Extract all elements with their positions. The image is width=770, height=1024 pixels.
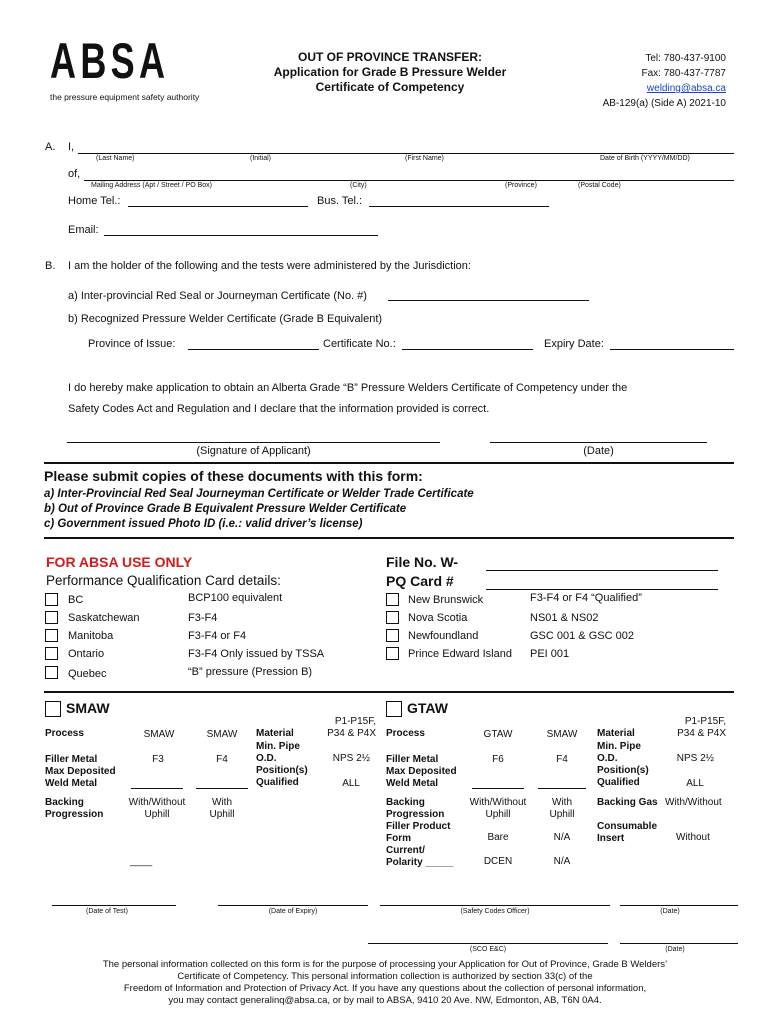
smaw-nps: NPS 2½ <box>332 753 370 764</box>
nova-scotia-equiv: NS01 & NS02 <box>530 612 599 624</box>
declaration-line-2: Safety Codes Act and Regulation and I declare that the information provided is correct. <box>68 403 490 415</box>
smaw-backing-label: Backing Progression <box>45 797 104 820</box>
gtaw-filler-2: F4 <box>556 754 568 765</box>
contact-block <box>560 51 726 111</box>
name-line[interactable] <box>78 153 734 154</box>
gtaw-all: ALL <box>686 778 704 789</box>
smaw-filler-2: F4 <box>216 754 228 765</box>
smaw-filler-1: F3 <box>152 754 164 765</box>
smaw-material-value: P1-P15F, P34 & P4X <box>327 716 376 739</box>
file-no-field[interactable] <box>486 570 718 571</box>
saskatchewan-checkbox[interactable] <box>45 611 58 624</box>
date-of-test-field[interactable] <box>52 905 176 906</box>
address-line[interactable] <box>84 180 734 181</box>
title-line-3: Certificate of Competency <box>315 80 465 94</box>
province-label: (Province) <box>505 182 537 189</box>
manitoba-checkbox[interactable] <box>45 629 58 642</box>
newfoundland-checkbox[interactable] <box>386 629 399 642</box>
sco-date-field[interactable] <box>620 905 738 906</box>
item-b: b) Recognized Pressure Welder Certificate (Grade B Equivalent) <box>68 313 383 325</box>
i-label: I, <box>68 141 75 153</box>
expiry-field[interactable] <box>610 349 734 350</box>
smaw-title: SMAW <box>66 700 110 716</box>
form-title <box>240 50 540 95</box>
submit-a: a) Inter-Provincial Red Seal Journeyman Certificate or Welder Trade Certificate <box>44 488 474 500</box>
mailing-label: Mailing Address (Apt / Street / PO Box) <box>91 182 212 189</box>
province-issue-label: Province of Issue: <box>88 338 176 350</box>
item-a: a) Inter-provincial Red Seal or Journeyman Certificate (No. #) <box>68 290 367 302</box>
new-brunswick-checkbox[interactable] <box>386 593 399 606</box>
smaw-process-2: SMAW <box>206 729 238 740</box>
tel: Tel: 780-437-9100 <box>645 53 726 64</box>
gtaw-backing-2: With Uphill <box>549 797 575 820</box>
section-a-letter: A. <box>45 141 56 153</box>
date-of-expiry-field[interactable] <box>218 905 368 906</box>
date-of-test-label: (Date of Test) <box>86 908 128 915</box>
logo-text: ABSA <box>50 33 170 89</box>
pq-card-field[interactable] <box>486 589 718 590</box>
newfoundland-equiv: GSC 001 & GSC 002 <box>530 630 634 642</box>
bus-tel-field[interactable] <box>369 206 549 207</box>
sco-ec-date-field[interactable] <box>620 943 738 944</box>
gtaw-na-1: N/A <box>553 832 571 843</box>
file-no-label: File No. W- <box>386 554 459 570</box>
quebec-equiv: “B” pressure (Pression B) <box>188 666 313 678</box>
cert-no-field[interactable] <box>402 349 533 350</box>
gtaw-consumable-label: Consumable Insert <box>597 821 658 844</box>
saskatchewan-equiv: F3-F4 <box>188 612 218 624</box>
privacy-line-2: Certificate of Competency. This personal information collection is authorized by section 33(c) of the <box>177 971 593 982</box>
smaw-all: ALL <box>342 778 360 789</box>
gtaw-process-2: SMAW <box>546 729 578 740</box>
dob-label: Date of Birth (YYYY/MM/DD) <box>600 155 690 162</box>
sco-ec-label: (SCO E&C) <box>469 946 507 953</box>
logo-tagline: the pressure equipment safety authority <box>50 92 200 102</box>
home-tel-field[interactable] <box>128 206 308 207</box>
nova-scotia-label: Nova Scotia <box>408 612 468 624</box>
quebec-label: Quebec <box>68 668 107 680</box>
gtaw-backing-gas-value: With/Without <box>665 797 722 808</box>
bc-equiv: BCP100 equivalent <box>188 592 283 604</box>
declaration-date-field[interactable] <box>490 442 707 443</box>
divider-3 <box>44 691 734 693</box>
privacy-line-3: Freedom of Information and Protection of Privacy Act. If you have any questions about the collection of personal information, <box>123 983 647 994</box>
ontario-checkbox[interactable] <box>45 647 58 660</box>
gtaw-dcen: DCEN <box>483 856 513 867</box>
gtaw-filler-label: Filler Metal Max Deposited Weld Metal <box>386 754 457 789</box>
of-label: of, <box>68 168 81 180</box>
email-link[interactable]: welding@absa.ca <box>646 83 726 94</box>
gtaw-nps: NPS 2½ <box>676 753 714 764</box>
smaw-backing-1: With/Without Uphill <box>128 797 186 820</box>
sco-date-label: (Date) <box>660 908 680 915</box>
signature-label: (Signature of Applicant) <box>196 445 311 457</box>
newfoundland-label: Newfoundland <box>408 630 479 642</box>
quebec-checkbox[interactable] <box>45 666 58 679</box>
expiry-label: Expiry Date: <box>544 338 604 350</box>
province-issue-field[interactable] <box>188 349 319 350</box>
smaw-material-label: Material <box>256 728 294 739</box>
bus-tel-label: Bus. Tel.: <box>317 195 363 207</box>
gtaw-title: GTAW <box>407 700 448 716</box>
smaw-pipe-label: Min. Pipe O.D. Position(s) Qualified <box>256 741 308 788</box>
smaw-filler-2-line[interactable] <box>196 788 248 789</box>
gtaw-process-1: GTAW <box>483 729 513 740</box>
red-seal-number-field[interactable] <box>388 300 589 301</box>
sco-field[interactable] <box>380 905 610 906</box>
submit-c: c) Government issued Photo ID (i.e.: valid driver’s license) <box>44 518 363 530</box>
smaw-process-1: SMAW <box>143 729 175 740</box>
sco-label: (Safety Codes Officer) <box>460 908 530 915</box>
signature-field[interactable] <box>67 442 440 443</box>
gtaw-bare: Bare <box>487 832 509 843</box>
smaw-checkbox[interactable] <box>45 701 61 717</box>
email-field[interactable] <box>104 235 378 236</box>
last-name-label: (Last Name) <box>96 155 135 162</box>
pei-checkbox[interactable] <box>386 647 399 660</box>
gtaw-backing-gas-label: Backing Gas <box>597 797 658 808</box>
privacy-line-4: you may contact generalinq@absa.ca, or by mail to ABSA, 9410 20 Ave. NW, Edmonton, AB, T6N 0A4. <box>168 995 602 1006</box>
nova-scotia-checkbox[interactable] <box>386 611 399 624</box>
pq-details-label: Performance Qualification Card details: <box>46 573 281 588</box>
submit-b: b) Out of Province Grade B Equivalent Pressure Welder Certificate <box>44 503 407 515</box>
gtaw-filler-1: F6 <box>492 754 504 765</box>
new-brunswick-label: New Brunswick <box>408 594 484 606</box>
date-of-expiry-label: (Date of Expiry) <box>268 908 318 915</box>
gtaw-filler-2-line[interactable] <box>538 788 586 789</box>
declaration-line-1: I do hereby make application to obtain an Alberta Grade “B” Pressure Welders Certificate of Competency under the <box>68 382 628 394</box>
fax: Fax: 780-437-7787 <box>641 68 726 79</box>
smaw-filler-1-line[interactable] <box>131 788 183 789</box>
pq-card-label: PQ Card # <box>386 573 454 589</box>
gtaw-backing-label: Backing Progression Filler Product Form Current/ Polarity _____ <box>386 797 454 868</box>
divider-1 <box>44 462 734 464</box>
new-brunswick-equiv: F3-F4 or F4 “Qualified” <box>530 592 642 604</box>
pei-label: Prince Edward Island <box>408 648 512 660</box>
manitoba-equiv: F3-F4 or F4 <box>188 630 247 642</box>
pei-equiv: PEI 001 <box>530 648 570 660</box>
manitoba-label: Manitoba <box>68 630 114 642</box>
gtaw-process-label: Process <box>386 728 425 739</box>
submit-heading: Please submit copies of these documents with this form: <box>44 468 423 484</box>
gtaw-checkbox[interactable] <box>386 701 402 717</box>
declaration-date-label: (Date) <box>583 445 614 457</box>
saskatchewan-label: Saskatchewan <box>68 612 140 624</box>
sco-ec-field[interactable] <box>368 943 608 944</box>
postal-label: (Postal Code) <box>578 182 621 189</box>
ontario-label: Ontario <box>68 648 105 660</box>
smaw-backing-2: With Uphill <box>209 797 235 820</box>
title-line-2: Application for Grade B Pressure Welder <box>273 65 507 79</box>
gtaw-pipe-label: Min. Pipe O.D. Position(s) Qualified <box>597 741 649 788</box>
title-line-1: OUT OF PROVINCE TRANSFER: <box>297 50 482 64</box>
bc-label: BC <box>68 594 84 606</box>
absa-logo <box>50 33 216 89</box>
gtaw-material-label: Material <box>597 728 635 739</box>
privacy-notice <box>40 959 730 1007</box>
gtaw-na-2: N/A <box>553 856 571 867</box>
city-label: (City) <box>350 182 367 189</box>
gtaw-consumable-value: Without <box>676 832 710 843</box>
initial-label: (Initial) <box>250 155 272 162</box>
sco-ec-date-label: (Date) <box>665 946 685 953</box>
email-label: Email: <box>68 224 99 236</box>
ontario-equiv: F3-F4 Only issued by TSSA <box>188 648 325 660</box>
form-number: AB-129(a) (Side A) 2021-10 <box>602 98 726 109</box>
divider-2 <box>44 537 734 539</box>
home-tel-label: Home Tel.: <box>68 195 121 207</box>
section-b-intro: I am the holder of the following and the tests were administered by the Jurisdiction: <box>68 260 471 272</box>
gtaw-filler-1-line[interactable] <box>472 788 524 789</box>
first-name-label: (First Name) <box>405 155 444 162</box>
smaw-filler-label: Filler Metal Max Deposited Weld Metal <box>45 754 116 789</box>
absa-use-heading: FOR ABSA USE ONLY <box>46 554 193 570</box>
section-b-letter: B. <box>45 260 56 272</box>
bc-checkbox[interactable] <box>45 593 58 606</box>
privacy-line-1: The personal information collected on this form is for the purpose of processing your Application for Out of Province, Grade B Welders’ <box>102 959 668 970</box>
gtaw-material-value: P1-P15F, P34 & P4X <box>677 716 726 739</box>
smaw-blank[interactable]: ____ <box>130 856 153 867</box>
gtaw-backing-1: With/Without Uphill <box>469 797 527 820</box>
cert-no-label: Certificate No.: <box>323 338 396 350</box>
smaw-process-label: Process <box>45 728 84 739</box>
